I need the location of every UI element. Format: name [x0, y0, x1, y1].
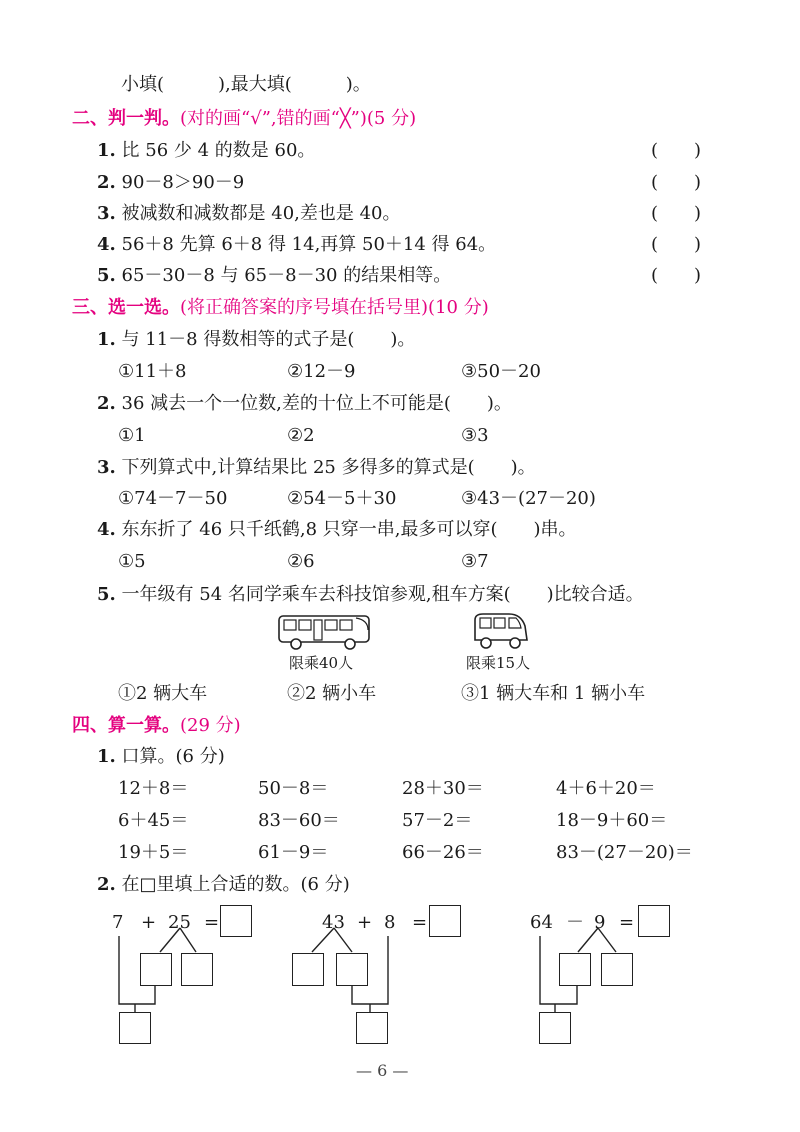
choice-3-option-b[interactable]: ②54－5＋30	[287, 488, 397, 509]
choice-question-4: 4. 东东折了 46 只千纸鹤,8 只穿一串,最多可以穿( )串。	[97, 519, 577, 540]
answer-box[interactable]	[559, 953, 591, 986]
judge-answer-5[interactable]: ( )	[651, 265, 702, 286]
choice-2-option-c[interactable]: ③3	[461, 425, 489, 446]
choice-1-option-c[interactable]: ③50－20	[461, 361, 541, 382]
equation-1-a: 7	[112, 912, 124, 933]
mental-math-item[interactable]: 57－2＝	[402, 810, 473, 831]
section-3-note: (将正确答案的序号填在括号里)(10 分)	[180, 297, 489, 318]
choice-question-1: 1. 与 11－8 得数相等的式子是( )。	[97, 329, 416, 350]
page-number: — 6 —	[356, 1061, 409, 1080]
choice-4-option-a[interactable]: ①5	[118, 551, 146, 572]
section-3-title: 三、选一选。	[72, 297, 180, 318]
choice-5-option-a[interactable]: ①2 辆大车	[118, 683, 208, 704]
section-2-title: 二、判一判。	[72, 108, 180, 129]
answer-box[interactable]	[220, 905, 252, 937]
mental-math-heading: 1. 口算。(6 分)	[97, 746, 225, 767]
section-3-heading	[72, 297, 489, 319]
answer-box[interactable]	[356, 1012, 388, 1044]
answer-box[interactable]	[638, 905, 670, 937]
section-2-note: (对的画“√”,错的画“╳”)(5 分)	[180, 108, 417, 129]
choice-5-option-c[interactable]: ③1 辆大车和 1 辆小车	[461, 683, 646, 704]
choice-question-5: 5. 一年级有 54 名同学乘车去科技馆参观,租车方案( )比较合适。	[97, 584, 644, 605]
choice-4-option-b[interactable]: ②6	[287, 551, 315, 572]
answer-box[interactable]	[336, 953, 368, 986]
equation-1-b: 25	[168, 912, 191, 933]
answer-box[interactable]	[539, 1012, 571, 1044]
mental-math-item[interactable]: 66－26＝	[402, 842, 484, 863]
section-4-note: (29 分)	[180, 715, 241, 736]
mental-math-item[interactable]: 28＋30＝	[402, 778, 484, 799]
judge-item-1: 1. 比 56 少 4 的数是 60。	[97, 140, 316, 161]
choice-2-option-b[interactable]: ②2	[287, 425, 315, 446]
choice-question-2: 2. 36 减去一个一位数,差的十位上不可能是( )。	[97, 393, 512, 414]
choice-1-option-a[interactable]: ①11＋8	[118, 361, 187, 382]
choice-4-option-c[interactable]: ③7	[461, 551, 489, 572]
mental-math-item[interactable]: 83－60＝	[258, 810, 340, 831]
mental-math-item[interactable]: 18－9＋60＝	[556, 810, 668, 831]
bus-icon	[276, 612, 374, 652]
choice-3-option-c[interactable]: ③43－(27－20)	[461, 488, 596, 509]
judge-item-5: 5. 65－30－8 与 65－8－30 的结果相等。	[97, 265, 452, 286]
equation-2-equals: =	[412, 912, 428, 933]
equation-3-equals: =	[619, 912, 635, 933]
van-capacity-label: 限乘15人	[466, 654, 531, 672]
top-line: 小填( ),最大填( )。	[121, 74, 371, 95]
mental-math-item[interactable]: 83－(27－20)＝	[556, 842, 693, 863]
answer-box[interactable]	[119, 1012, 151, 1044]
answer-box[interactable]	[429, 905, 461, 937]
mental-math-item[interactable]: 61－9＝	[258, 842, 329, 863]
judge-answer-1[interactable]: ( )	[651, 140, 702, 161]
choice-question-3: 3. 下列算式中,计算结果比 25 多得多的算式是( )。	[97, 457, 536, 478]
judge-item-4: 4. 56＋8 先算 6＋8 得 14,再算 50＋14 得 64。	[97, 234, 497, 255]
choice-1-option-b[interactable]: ②12－9	[287, 361, 356, 382]
answer-box[interactable]	[292, 953, 324, 986]
equation-2-a: 43	[322, 912, 345, 933]
equation-1-equals: =	[204, 912, 220, 933]
answer-box[interactable]	[601, 953, 633, 986]
choice-5-option-b[interactable]: ②2 辆小车	[287, 683, 377, 704]
choice-3-option-a[interactable]: ①74－7－50	[118, 488, 228, 509]
mental-math-item[interactable]: 6＋45＝	[118, 810, 189, 831]
section-4-heading	[72, 715, 241, 737]
bus-capacity-label: 限乘40人	[289, 654, 354, 672]
answer-box[interactable]	[140, 953, 172, 986]
judge-answer-3[interactable]: ( )	[651, 203, 702, 224]
judge-item-2: 2. 90－8＞90－9	[97, 172, 245, 193]
section-2-heading	[72, 108, 416, 130]
judge-answer-2[interactable]: ( )	[651, 172, 702, 193]
equation-3-b: 9	[594, 912, 606, 933]
equation-3-a: 64	[530, 912, 553, 933]
equation-2-op: +	[357, 912, 373, 933]
mental-math-item[interactable]: 12＋8＝	[118, 778, 189, 799]
equation-1-op: +	[141, 912, 157, 933]
van-icon	[469, 610, 531, 652]
equation-3-op: －	[566, 912, 584, 933]
section-4-title: 四、算一算。	[72, 715, 180, 736]
fill-boxes-heading: 2. 在□里填上合适的数。(6 分)	[97, 874, 350, 895]
answer-box[interactable]	[181, 953, 213, 986]
judge-item-3: 3. 被减数和减数都是 40,差也是 40。	[97, 203, 401, 224]
judge-answer-4[interactable]: ( )	[651, 234, 702, 255]
equation-2-b: 8	[384, 912, 396, 933]
mental-math-item[interactable]: 50－8＝	[258, 778, 329, 799]
mental-math-item[interactable]: 19＋5＝	[118, 842, 189, 863]
mental-math-item[interactable]: 4＋6＋20＝	[556, 778, 656, 799]
choice-2-option-a[interactable]: ①1	[118, 425, 146, 446]
